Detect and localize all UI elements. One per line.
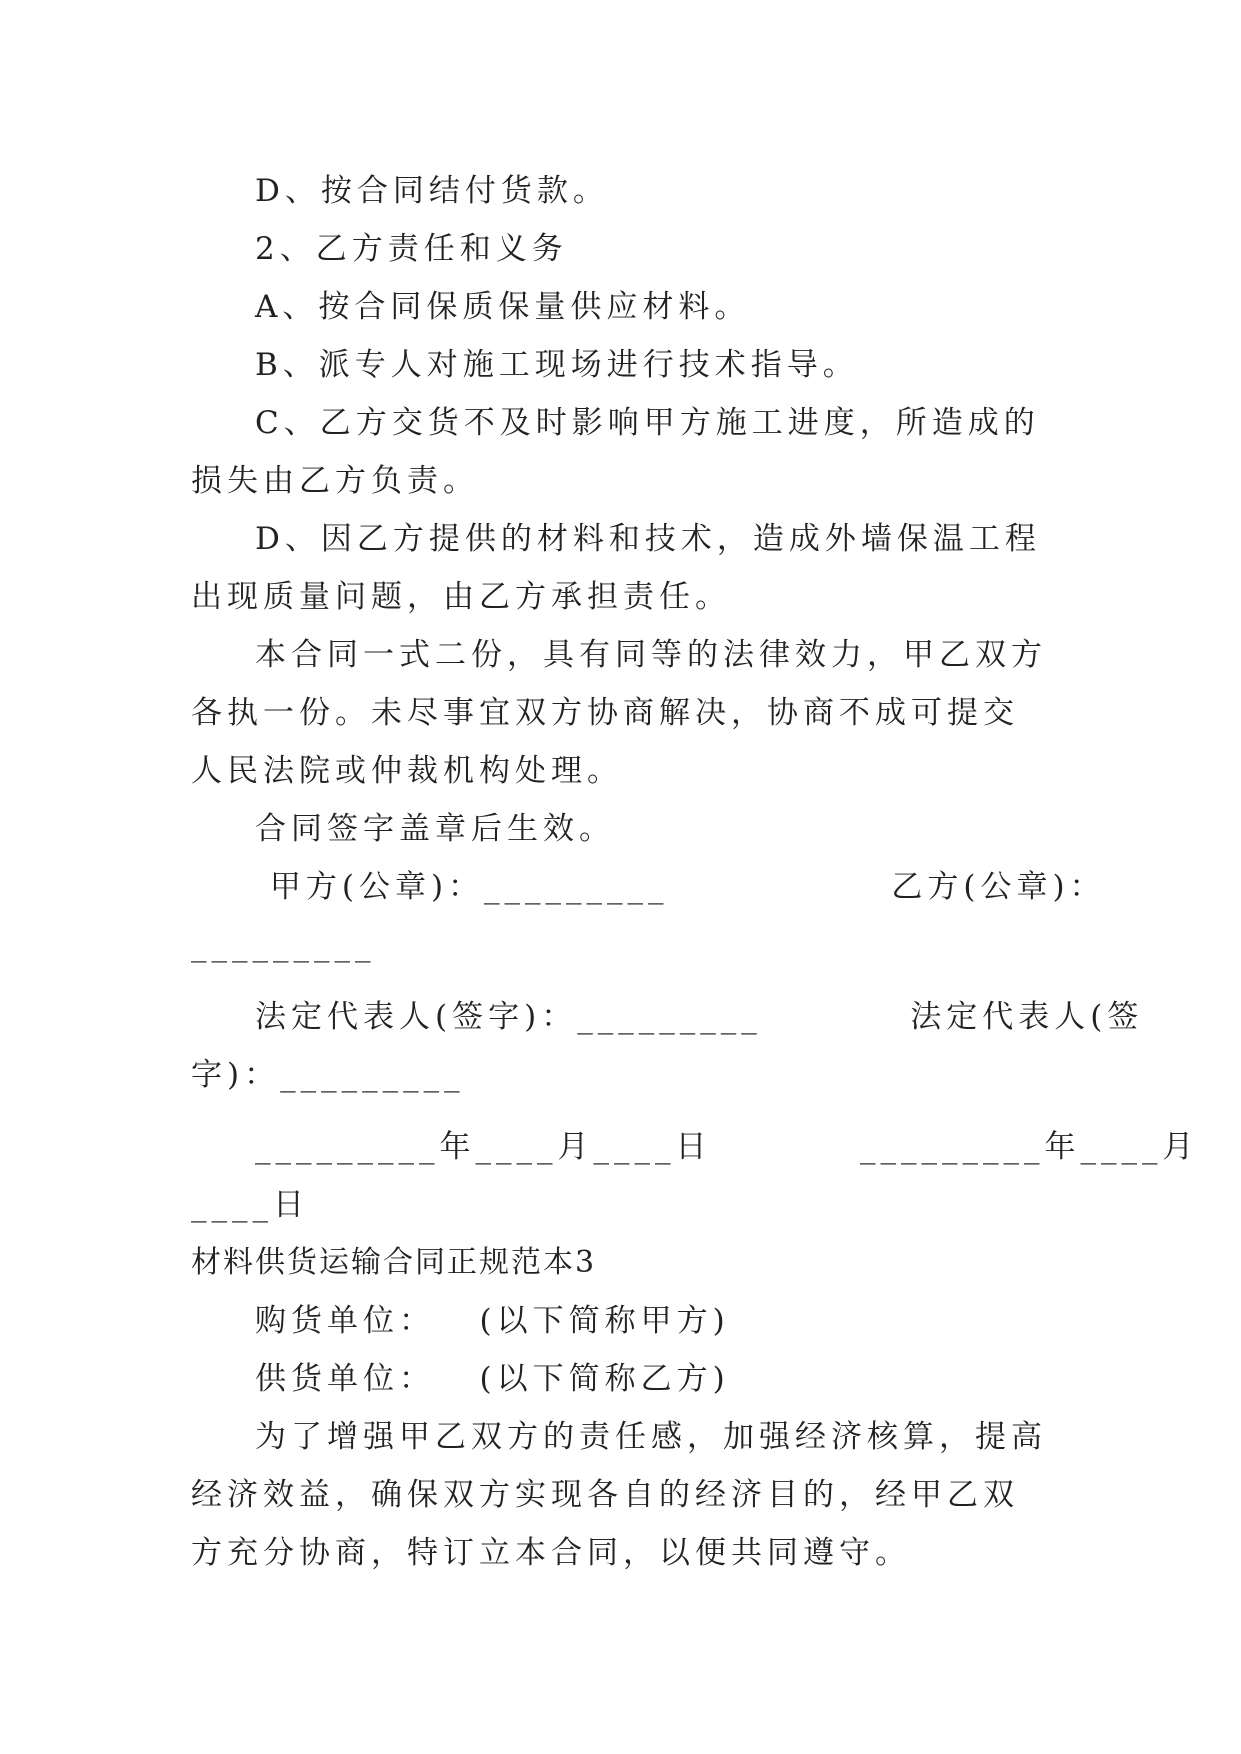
signature-block: [191, 858, 1199, 1234]
clause-effective: 合同签字盖章后生效。: [255, 811, 615, 847]
seal-line-continuation: _________: [191, 927, 376, 963]
clause-b-d-quality: D、因乙方提供的材料和技术，造成外墙保温工程出现质量问题，由乙方承担责任。: [191, 521, 1041, 615]
clause-a-d-payment: D、按合同结付货款。: [255, 173, 609, 209]
heading-party-b-duties: 2、乙方责任和义务: [255, 231, 568, 267]
date-line-continuation: ____日: [191, 1187, 309, 1223]
preamble-paragraph: 为了增强甲乙双方的责任感，加强经济核算，提高经济效益，确保双方实现各自的经济目的，经甲乙双方充分协商，特订立本合同，以便共同遵守。: [191, 1419, 1047, 1571]
clause-b-c-delay: C、乙方交货不及时影响甲方施工进度，所造成的损失由乙方负责。: [191, 405, 1040, 499]
document-body: [191, 162, 1199, 1582]
clause-b-a-supply: A、按合同保质保量供应材料。: [255, 289, 751, 325]
clause-b-b-guidance: B、派专人对施工现场进行技术指导。: [255, 347, 859, 383]
representative-line: 法定代表人(签字)：_________ 法定代表人(签: [255, 999, 1144, 1035]
buyer-unit: 购货单位： (以下简称甲方): [255, 1303, 730, 1339]
supplier-unit: 供货单位： (以下简称乙方): [255, 1361, 730, 1397]
section-title: 材料供货运输合同正规范本3: [191, 1245, 597, 1280]
clause-copies: 本合同一式二份，具有同等的法律效力，甲乙双方各执一份。未尽事宜双方协商解决，协商不成可提交人民法院或仲裁机构处理。: [191, 637, 1047, 789]
date-line: _________年____月____日 _________年____月: [255, 1129, 1199, 1165]
representative-line-continuation: 字)：_________: [191, 1057, 465, 1093]
seal-line: 甲方(公章)：_________ 乙方(公章)：: [255, 869, 1106, 905]
